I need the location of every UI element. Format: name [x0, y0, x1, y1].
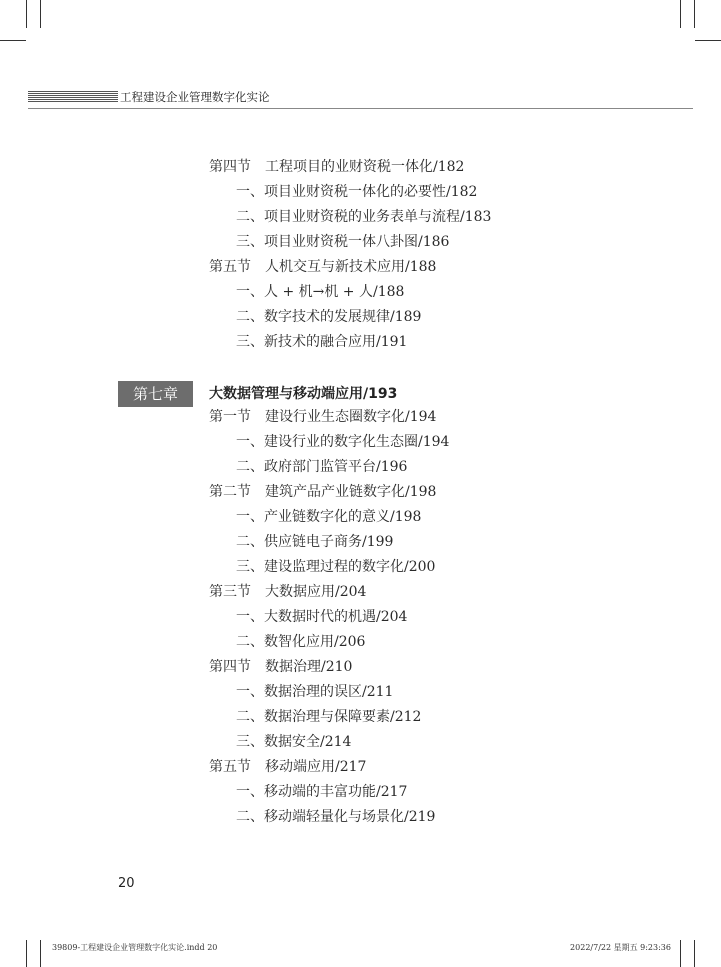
crop-mark: [26, 940, 27, 967]
toc-entry-title: 二、政府部门监管平台/196: [236, 459, 408, 475]
toc-section-label: 第五节: [209, 259, 251, 275]
chapter-label: 第七章: [118, 381, 193, 407]
toc-entry-title: 一、数据治理的误区/211: [236, 684, 394, 700]
toc-entry-title: 数据治理/210: [265, 659, 353, 675]
toc-subsection: [209, 608, 407, 626]
toc-subsection: [209, 783, 407, 801]
header-ornament: [28, 91, 118, 103]
toc-entry-title: 一、人 + 机→机 + 人/188: [236, 284, 405, 300]
toc-entry-title: 二、供应链电子商务/199: [236, 534, 394, 550]
toc-entry-title: 三、项目业财资税一体八卦图/186: [236, 234, 450, 250]
crop-mark: [40, 0, 41, 28]
toc-entry-title: 二、数智化应用/206: [236, 634, 366, 650]
toc-entry-title: 一、大数据时代的机遇/204: [236, 609, 408, 625]
toc-subsection: [209, 333, 407, 351]
running-title: 工程建设企业管理数字化实论: [120, 90, 270, 104]
toc-section-label: 第四节: [209, 159, 251, 175]
toc-subsection: [209, 183, 477, 201]
crop-mark: [694, 0, 695, 28]
crop-mark: [680, 0, 681, 28]
toc-section: [209, 408, 436, 426]
header-rule: [28, 108, 693, 109]
toc-entry-title: 一、建设行业的数字化生态圈/194: [236, 434, 450, 450]
toc-section: [209, 258, 436, 276]
crop-mark: [0, 40, 26, 41]
toc-entry-title: 三、建设监理过程的数字化/200: [236, 559, 436, 575]
toc-subsection: [209, 208, 491, 226]
toc-entry-title: 二、数字技术的发展规律/189: [236, 309, 422, 325]
toc-section-label: 第四节: [209, 659, 251, 675]
footer-timestamp: 2022/7/22 星期五 9:23:36: [570, 943, 671, 952]
toc-subsection: [209, 233, 449, 251]
toc-section: [209, 483, 436, 501]
toc-entry-title: 建设行业生态圈数字化/194: [265, 409, 437, 425]
toc-entry-title: 大数据应用/204: [265, 584, 367, 600]
toc-entry-title: 一、移动端的丰富功能/217: [236, 784, 408, 800]
toc-entry-title: 一、产业链数字化的意义/198: [236, 509, 422, 525]
toc-entry-title: 建筑产品产业链数字化/198: [265, 484, 437, 500]
toc-subsection: [209, 508, 421, 526]
toc-section: [209, 158, 464, 176]
toc-subsection: [209, 533, 393, 551]
toc-subsection: [209, 633, 365, 651]
crop-mark: [40, 940, 41, 967]
toc-section: [209, 583, 366, 601]
toc-section-label: 第三节: [209, 584, 251, 600]
toc-entry-title: 二、移动端轻量化与场景化/219: [236, 809, 436, 825]
toc-section: [209, 758, 366, 776]
toc-entry-title: 工程项目的业财资税一体化/182: [265, 159, 465, 175]
toc-entry-title: 三、新技术的融合应用/191: [236, 334, 408, 350]
crop-mark: [26, 0, 27, 28]
chapter-title: 大数据管理与移动端应用/193: [209, 386, 398, 402]
crop-mark: [680, 940, 681, 967]
toc-entry-title: 二、数据治理与保障要素/212: [236, 709, 422, 725]
toc-subsection: [209, 708, 421, 726]
toc-subsection: [209, 308, 421, 326]
toc-entry-title: 三、数据安全/214: [236, 734, 352, 750]
toc-entry-title: 一、项目业财资税一体化的必要性/182: [236, 184, 478, 200]
toc-subsection: [209, 733, 351, 751]
toc-subsection: [209, 433, 449, 451]
toc-subsection: [209, 283, 404, 301]
toc-subsection: [209, 458, 407, 476]
toc-section: [209, 658, 352, 676]
toc-entry-title: 二、项目业财资税的业务表单与流程/183: [236, 209, 492, 225]
toc-entry-title: 人机交互与新技术应用/188: [265, 259, 437, 275]
toc-subsection: [209, 558, 435, 576]
toc-section-label: 第五节: [209, 759, 251, 775]
toc-subsection: [209, 808, 435, 826]
toc-subsection: [209, 683, 393, 701]
toc-section-label: 第一节: [209, 409, 251, 425]
toc-section-label: 第二节: [209, 484, 251, 500]
toc-entry-title: 移动端应用/217: [265, 759, 367, 775]
crop-mark: [695, 40, 721, 41]
crop-mark: [694, 940, 695, 967]
footer-file: 39809-工程建设企业管理数字化实论.indd 20: [52, 943, 218, 952]
page-number: 20: [118, 876, 135, 891]
